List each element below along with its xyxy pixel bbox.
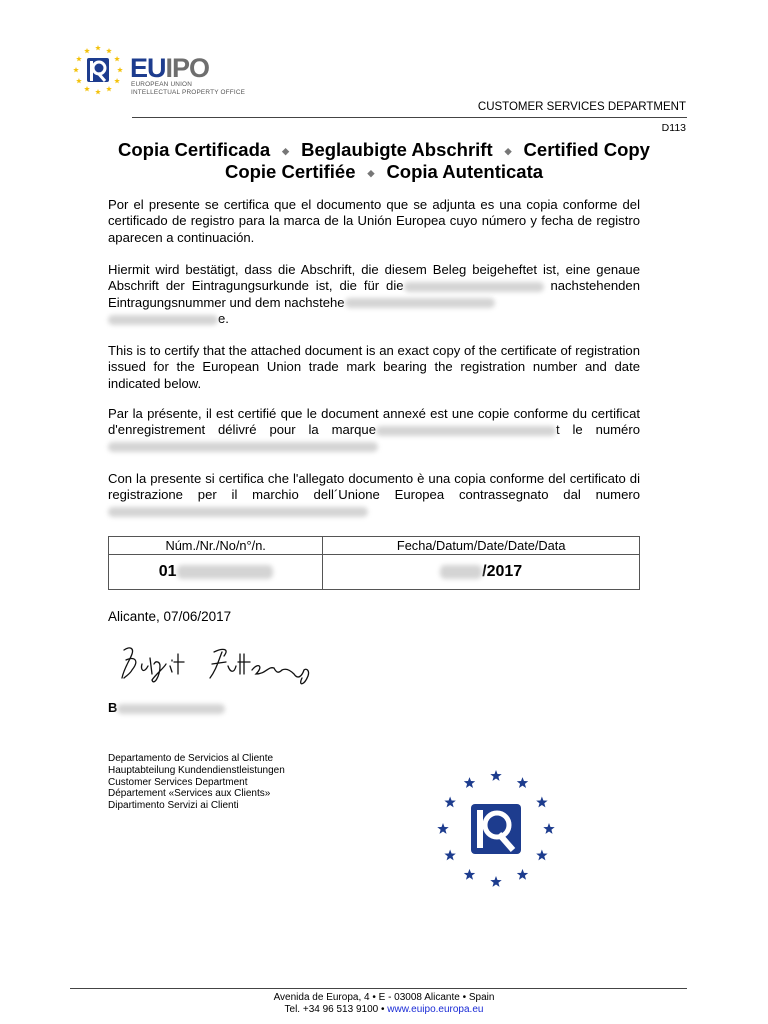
signer-visible: B bbox=[108, 700, 118, 715]
title-de: Beglaubigte Abschrift bbox=[301, 139, 493, 160]
title-separator: ◆ bbox=[367, 168, 375, 178]
title-line-2 bbox=[0, 161, 768, 183]
star-icon bbox=[536, 850, 547, 861]
place-date bbox=[108, 609, 231, 624]
star-icon bbox=[464, 869, 475, 880]
star-icon bbox=[490, 770, 501, 781]
department-en: Customer Services Department bbox=[108, 776, 248, 788]
star-icon bbox=[106, 48, 112, 53]
signer-name bbox=[108, 700, 225, 715]
star-icon bbox=[517, 777, 528, 788]
star-icon bbox=[95, 89, 101, 94]
department-it: Dipartimento Servizi ai Clienti bbox=[108, 800, 239, 812]
paragraph-de-part2: nachstehenden Eintragungsnummer und dem nachstehe bbox=[108, 278, 640, 310]
department-heading: CUSTOMER SERVICES DEPARTMENT bbox=[477, 101, 686, 113]
star-icon bbox=[114, 78, 120, 83]
title-en: Certified Copy bbox=[523, 139, 650, 160]
title-es: Copia Certificada bbox=[118, 139, 271, 160]
star-icon bbox=[117, 67, 123, 72]
handwritten-signature bbox=[118, 640, 338, 688]
logo-wordmark: EUIPO bbox=[130, 53, 210, 83]
logo-sub-line1: EUROPEAN UNION bbox=[131, 81, 193, 88]
star-icon bbox=[517, 869, 528, 880]
redacted-text bbox=[108, 315, 218, 325]
redacted-text bbox=[108, 442, 378, 452]
star-icon bbox=[76, 78, 82, 83]
paragraph-es: Por el presente se certifica que el documento que se adjunta es una copia conforme del certificado de registro para la marca de la Unión Europea cuyo número y fecha de registro aparecen a continuación. bbox=[108, 197, 640, 245]
paragraph-it-part1: Con la presente si certifica che l'allegato documento è una copia conforme del certificato di registrazione per il marchio dell´Unione Europea contrassegnato dal numero bbox=[108, 471, 640, 503]
title-it: Copia Autenticata bbox=[386, 161, 544, 182]
logo-subtitle bbox=[131, 81, 245, 96]
star-icon bbox=[490, 876, 501, 887]
paragraph-fr-part2: t le numéro bbox=[556, 422, 640, 438]
paragraph-en: This is to certify that the attached document is an exact copy of the certificate of registration issued for the European Union trade mark bearing the registration number and date indicated below. bbox=[108, 343, 640, 391]
redacted-text bbox=[177, 565, 273, 579]
star-icon bbox=[543, 823, 554, 834]
redacted-text bbox=[345, 298, 495, 308]
redacted-text bbox=[440, 565, 482, 579]
issue-date: 07/06/2017 bbox=[163, 609, 232, 624]
address-line: Avenida de Europa, 4 • E - 03008 Alicante • Spain bbox=[273, 992, 495, 1003]
paragraph-it bbox=[108, 471, 640, 520]
phone: Tel. +34 96 513 9100 • bbox=[284, 1004, 385, 1015]
footer-address bbox=[0, 992, 768, 1016]
title-separator: ◆ bbox=[504, 146, 512, 156]
registration-date-cell bbox=[323, 555, 640, 590]
department-es: Departamento de Servicios al Cliente bbox=[108, 753, 274, 764]
department-fr: Département «Services aux Clients» bbox=[108, 788, 271, 800]
star-icon bbox=[84, 86, 90, 91]
redacted-text bbox=[404, 282, 544, 292]
redacted-text bbox=[376, 426, 556, 436]
department-list bbox=[108, 753, 285, 812]
star-icon bbox=[114, 56, 120, 61]
euipo-logo-emblem bbox=[72, 44, 124, 96]
registration-date: /2017 bbox=[482, 563, 523, 580]
registration-number-cell bbox=[109, 555, 323, 590]
paragraph-fr bbox=[108, 406, 640, 455]
department-de: Hauptabteilung Kundendienstleistungen bbox=[108, 764, 285, 776]
star-icon bbox=[437, 823, 448, 834]
star-icon bbox=[95, 45, 101, 50]
place: Alicante, bbox=[108, 609, 160, 624]
title-line-1 bbox=[0, 139, 768, 161]
star-icon bbox=[84, 48, 90, 53]
euipo-seal-emblem bbox=[437, 770, 555, 888]
paragraph-de-part3: e. bbox=[218, 311, 229, 327]
header-number: Núm./Nr./No/n°/n. bbox=[109, 537, 323, 555]
logo-sub-line2: INTELLECTUAL PROPERTY OFFICE bbox=[131, 88, 246, 96]
paragraph-fr-part1: Par la présente, il est certifié que le document annexé est une copie conforme du certificat d'enregistrement délivré pour la marque bbox=[108, 406, 640, 438]
header-date: Fecha/Datum/Date/Date/Data bbox=[323, 537, 640, 555]
contact-line bbox=[0, 1004, 768, 1016]
star-icon bbox=[444, 850, 455, 861]
paragraph-de-part1: Hiermit wird bestätigt, dass die Abschrift, die diesem Beleg beigeheftet ist, eine genaue Abschrift der Eintragungsurkunde ist, die für die bbox=[108, 262, 640, 294]
header-rule bbox=[132, 117, 687, 118]
redacted-text bbox=[108, 507, 368, 517]
redacted-text bbox=[117, 704, 225, 714]
star-icon bbox=[536, 797, 547, 808]
star-icon bbox=[444, 797, 455, 808]
website-link[interactable]: www.euipo.europa.eu bbox=[387, 1004, 484, 1015]
paragraph-de bbox=[108, 262, 640, 328]
star-icon bbox=[76, 56, 82, 61]
star-icon bbox=[464, 777, 475, 788]
star-icon bbox=[106, 86, 112, 91]
star-icon bbox=[73, 67, 79, 72]
footer-rule bbox=[70, 988, 687, 989]
title-separator: ◆ bbox=[282, 146, 290, 156]
title-fr: Copie Certifiée bbox=[224, 161, 356, 182]
registration-number: 01 bbox=[158, 563, 177, 580]
document-code: D113 bbox=[661, 122, 686, 134]
registration-table bbox=[108, 536, 640, 590]
